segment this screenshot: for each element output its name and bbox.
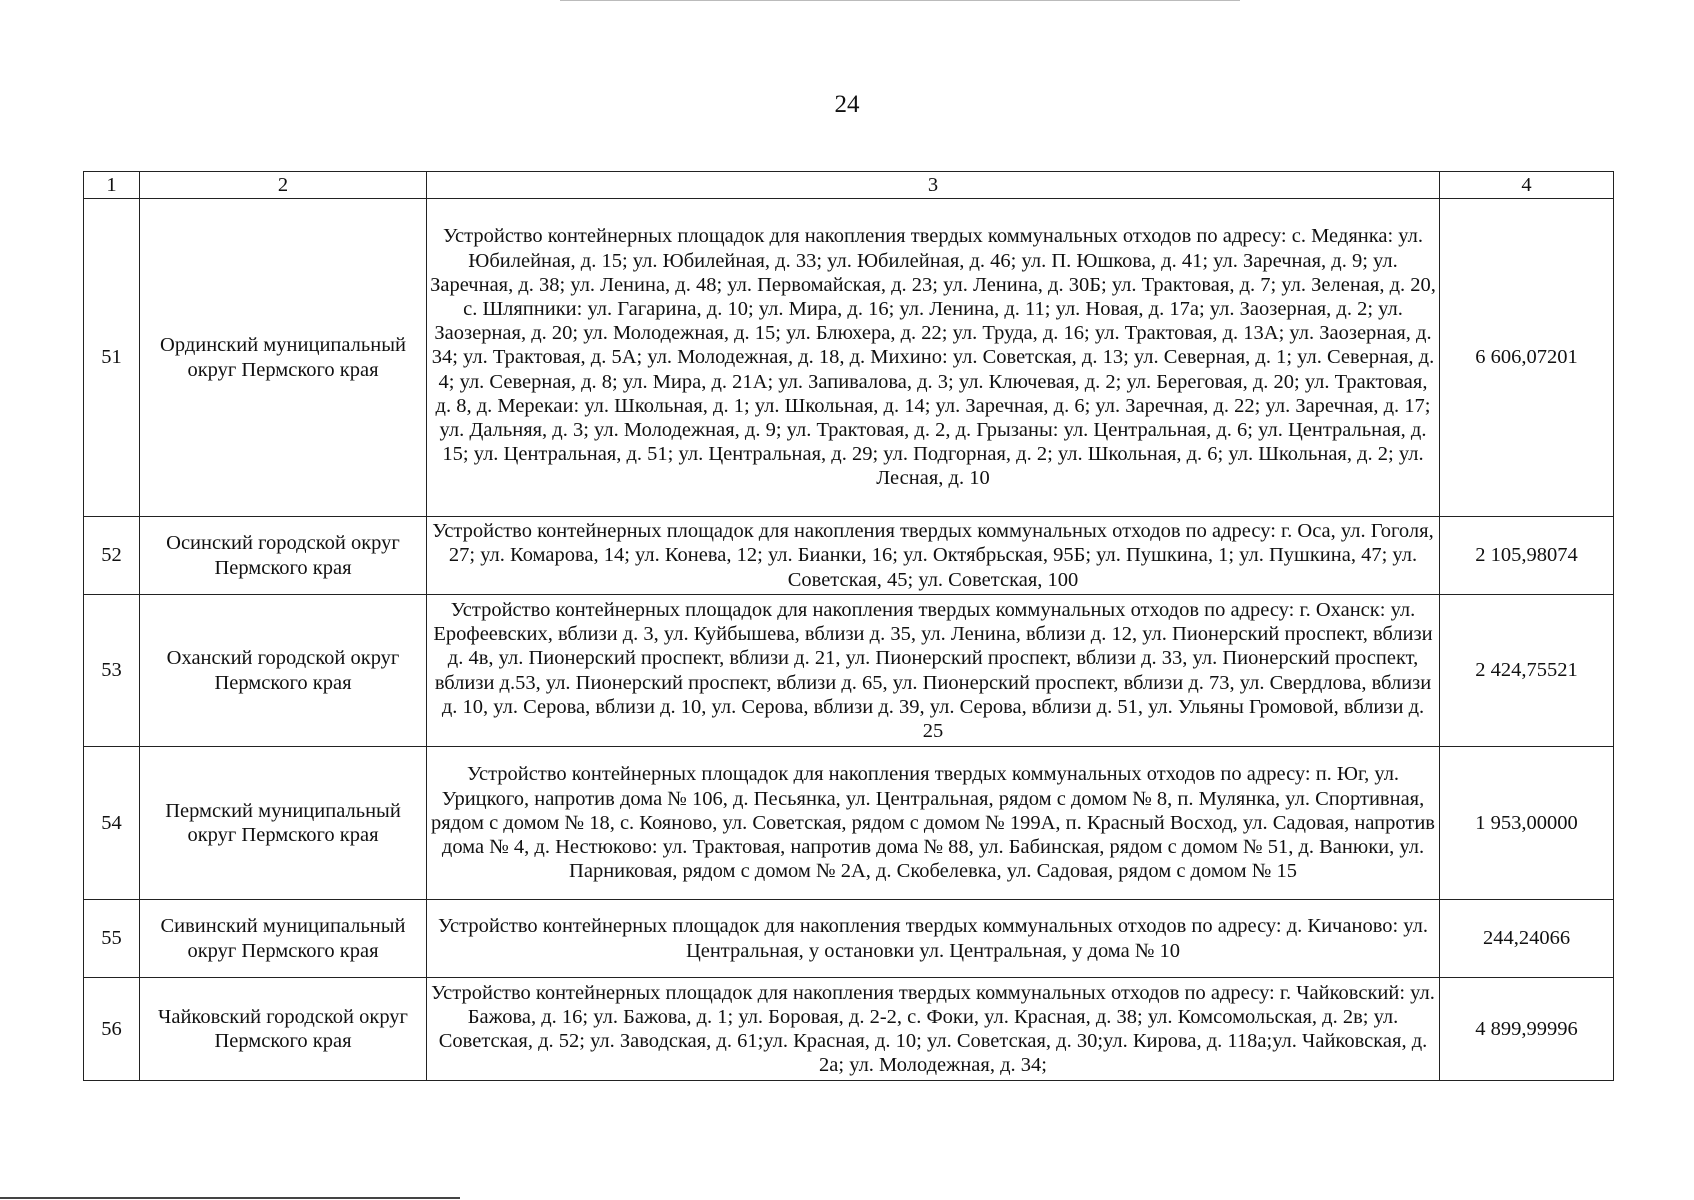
funding-table bbox=[83, 171, 1614, 1081]
header-col-1: 1 bbox=[84, 172, 140, 199]
funding-amount: 244,24066 bbox=[1440, 900, 1614, 978]
table-row bbox=[84, 978, 1614, 1081]
row-number: 54 bbox=[84, 747, 140, 900]
municipality-name: Пермский муниципальный округ Пермского края bbox=[140, 747, 427, 900]
table-header bbox=[84, 172, 1614, 199]
table-row bbox=[84, 747, 1614, 900]
row-number: 53 bbox=[84, 595, 140, 747]
municipality-name: Ординский муниципальный округ Пермского края bbox=[140, 199, 427, 517]
funding-amount: 4 899,99996 bbox=[1440, 978, 1614, 1081]
works-description: Устройство контейнерных площадок для накопления твердых коммунальных отходов по адресу: г. Чайковский: ул. Бажова, д. 16; ул. Бажова, д. 1; ул. Боровая, д. 2-2, с. Фоки, ул. Красная, д. 38; ул. Комсомольская, д. 2в; ул. Советская, д. 52; ул. Заводская, д. 61;ул. Красная, д. 10; ул. Советская, д. 30;ул. Кирова, д. 118а;ул. Чайковская, д. 2а; ул. Молодежная, д. 34; bbox=[427, 978, 1440, 1081]
municipality-name: Оханский городской округ Пермского края bbox=[140, 595, 427, 747]
municipality-name: Осинский городской округ Пермского края bbox=[140, 517, 427, 595]
row-number: 52 bbox=[84, 517, 140, 595]
works-description: Устройство контейнерных площадок для накопления твердых коммунальных отходов по адресу: п. Юг, ул. Урицкого, напротив дома № 106, д. Песьянка, ул. Центральная, рядом с домом № 8, п. Мулянка, ул. Спортивная, рядом с домом № 18, с. Кояново, ул. Советская, рядом с домом № 199А, п. Красный Восход, ул. Садовая, напротив дома № 4, д. Нестюково: ул. Трактовая, напротив дома № 88, ул. Бабинская, рядом с домом № 51, д. Ванюки, ул. Парниковая, рядом с домом № 2А, д. Скобелевка, ул. Садовая, рядом с домом № 15 bbox=[427, 747, 1440, 900]
works-description: Устройство контейнерных площадок для накопления твердых коммунальных отходов по адресу: д. Кичаново: ул. Центральная, у остановки ул. Центральная, у дома № 10 bbox=[427, 900, 1440, 978]
funding-amount: 2 424,75521 bbox=[1440, 595, 1614, 747]
row-number: 56 bbox=[84, 978, 140, 1081]
header-col-4: 4 bbox=[1440, 172, 1614, 199]
header-col-3: 3 bbox=[427, 172, 1440, 199]
works-description: Устройство контейнерных площадок для накопления твердых коммунальных отходов по адресу: с. Медянка: ул. Юбилейная, д. 15; ул. Юбилейная, д. 33; ул. Юбилейная, д. 46; ул. П. Юшкова, д. 41; ул. Заречная, д. 9; ул. Заречная, д. 38; ул. Ленина, д. 48; ул. Первомайская, д. 23; ул. Ленина, д. 30Б; ул. Трактовая, д. 7; ул. Зеленая, д. 20, с. Шляпники: ул. Гагарина, д. 10; ул. Мира, д. 16; ул. Ленина, д. 11; ул. Новая, д. 17а; ул. Заозерная, д. 2; ул. Заозерная, д. 20; ул. Молодежная, д. 15; ул. Блюхера, д. 22; ул. Труда, д. 16; ул. Трактовая, д. 13А; ул. Заозерная, д. 34; ул. Трактовая, д. 5А; ул. Молодежная, д. 18, д. Михино: ул. Советская, д. 13; ул. Северная, д. 1; ул. Северная, д. 4; ул. Северная, д. 8; ул. Мира, д. 21А; ул. Запивалова, д. 3; ул. Ключевая, д. 2; ул. Береговая, д. 20; ул. Трактовая, д. 8, д. Мерекаи: ул. Школьная, д. 1; ул. Школьная, д. 14; ул. Заречная, д. 6; ул. Заречная, д. 22; ул. Заречная, д. 17; ул. Дальняя, д. 3; ул. Молодежная, д. 9; ул. Трактовая, д. 2, д. Грызаны: ул. Центральная, д. 6; ул. Центральная, д. 15; ул. Центральная, д. 51; ул. Центральная, д. 29; ул. Подгорная, д. 2; ул. Школьная, д. 6; ул. Школьная, д. 2; ул. Лесная, д. 10 bbox=[427, 199, 1440, 517]
table-row bbox=[84, 595, 1614, 747]
funding-amount: 1 953,00000 bbox=[1440, 747, 1614, 900]
funding-amount: 2 105,98074 bbox=[1440, 517, 1614, 595]
table-body bbox=[84, 199, 1614, 1081]
table-row bbox=[84, 199, 1614, 517]
row-number: 55 bbox=[84, 900, 140, 978]
municipality-name: Чайковский городской округ Пермского края bbox=[140, 978, 427, 1081]
scan-edge-line-top bbox=[560, 0, 1240, 1]
header-row bbox=[84, 172, 1614, 199]
page-number: 24 bbox=[834, 91, 860, 118]
works-description: Устройство контейнерных площадок для накопления твердых коммунальных отходов по адресу: г. Оханск: ул. Ерофеевских, вблизи д. 3, ул. Куйбышева, вблизи д. 35, ул. Ленина, вблизи д. 12, ул. Пионерский проспект, вблизи д. 4в, ул. Пионерский проспект, вблизи д. 21, ул. Пионерский проспект, вблизи д. 33, ул. Пионерский проспект, вблизи д.53, ул. Пионерский проспект, вблизи д. 65, ул. Пионерский проспект, вблизи д. 73, ул. Свердлова, вблизи д. 10, ул. Серова, вблизи д. 10, ул. Серова, вблизи д. 39, ул. Серова, вблизи д. 51, ул. Ульяны Громовой, вблизи д. 25 bbox=[427, 595, 1440, 747]
funding-amount: 6 606,07201 bbox=[1440, 199, 1614, 517]
header-col-2: 2 bbox=[140, 172, 427, 199]
scan-edge-line-bottom bbox=[0, 1197, 460, 1199]
municipality-name: Сивинский муниципальный округ Пермского края bbox=[140, 900, 427, 978]
table-row bbox=[84, 517, 1614, 595]
table-row bbox=[84, 900, 1614, 978]
works-description: Устройство контейнерных площадок для накопления твердых коммунальных отходов по адресу: г. Оса, ул. Гоголя, 27; ул. Комарова, 14; ул. Конева, 12; ул. Бианки, 16; ул. Октябрьская, 95Б; ул. Пушкина, 1; ул. Пушкина, 47; ул. Советская, 45; ул. Советская, 100 bbox=[427, 517, 1440, 595]
row-number: 51 bbox=[84, 199, 140, 517]
